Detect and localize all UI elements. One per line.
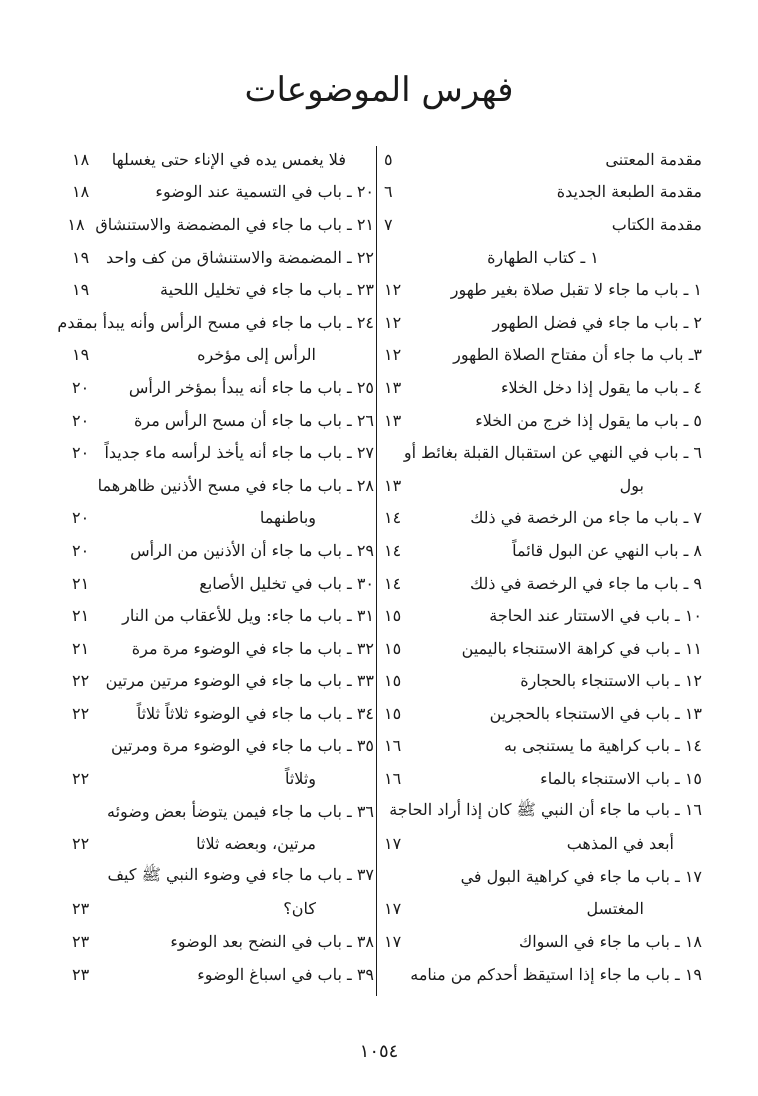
toc-entry xyxy=(72,665,374,698)
entry-title: ٣٢ ـ باب ما جاء في الوضوء مرة مرة xyxy=(131,638,374,658)
toc-entry xyxy=(67,208,374,241)
entry-title: ١٠ ـ باب في الاستتار عند الحاجة xyxy=(489,606,702,626)
toc-entry xyxy=(384,665,702,698)
entry-page: ١٣ xyxy=(384,410,402,430)
entry-title: ٣٤ ـ باب ما جاء في الوضوء ثلاثاً ثلاثاً xyxy=(136,703,374,723)
toc-entry-continuation xyxy=(384,469,702,502)
entry-title: ٣٠ ـ باب في تخليل الأصابع xyxy=(199,573,374,593)
entry-title: الرأس إلى مؤخره xyxy=(197,345,316,365)
entry-title: المغتسل xyxy=(586,899,644,919)
entry-title: أبعد في المذهب xyxy=(566,834,674,854)
toc-entry xyxy=(384,143,702,176)
entry-title: ٢٢ ـ المضمضة والاستنشاق من كف واحد xyxy=(106,247,374,267)
entry-title: ٣ـ باب ما جاء أن مفتاح الصلاة الطهور xyxy=(453,345,702,365)
entry-page: ٢٣ xyxy=(72,932,90,952)
entry-page: ٥ xyxy=(384,149,393,169)
toc-entry xyxy=(384,697,702,730)
toc-entry xyxy=(384,306,702,339)
entry-title: ٢٤ ـ باب ما جاء في مسح الرأس وأنه يبدأ بمقدم xyxy=(57,312,374,332)
entry-page: ١٣ xyxy=(384,475,402,495)
entry-page: ١٤ xyxy=(384,573,402,593)
toc-entry-continuation xyxy=(72,339,374,372)
toc-entry xyxy=(384,502,702,535)
entry-title: ٢٨ ـ باب ما جاء في مسح الأذنين ظاهرهما xyxy=(97,475,374,495)
toc-entry xyxy=(72,404,374,437)
entry-title: ٧ ـ باب ما جاء من الرخصة في ذلك xyxy=(470,508,702,528)
entry-page: ١٣ xyxy=(384,377,402,397)
entry-page: ٢١ xyxy=(72,573,90,593)
entry-page: ٢٠ xyxy=(72,443,90,463)
toc-entry xyxy=(384,339,702,372)
page-title: فهرس الموضوعات xyxy=(244,70,514,110)
entry-page: ١٥ xyxy=(384,703,402,723)
entry-title: ٢٥ ـ باب ما جاء أنه يبدأ بمؤخر الرأس xyxy=(128,377,374,397)
toc-entry xyxy=(72,599,374,632)
toc-entry xyxy=(384,860,702,893)
toc-entry xyxy=(72,958,374,991)
entry-page: ١٢ xyxy=(384,312,402,332)
entry-title: ٣١ ـ باب ما جاء: ويل للأعقاب من النار xyxy=(122,606,374,626)
toc-entry xyxy=(72,730,374,763)
toc-section-heading xyxy=(384,241,702,274)
toc-entry xyxy=(384,632,702,665)
toc-entry xyxy=(384,436,702,469)
entry-page: ٢٢ xyxy=(72,671,90,691)
toc-entry xyxy=(384,371,702,404)
entry-page: ١٧ xyxy=(384,899,402,919)
entry-page: ١٨ xyxy=(72,149,90,169)
toc-entry xyxy=(72,176,374,209)
entry-title: ٨ ـ باب النهي عن البول قائماً xyxy=(512,540,702,560)
entry-page: ١٩ xyxy=(72,280,90,300)
entry-page: ٢٠ xyxy=(72,410,90,430)
entry-title: ٣٩ ـ باب في اسباغ الوضوء xyxy=(197,964,374,984)
entry-title: ٦ ـ باب في النهي عن استقبال القبلة بغائط أو xyxy=(403,443,702,463)
entry-title: ١٦ ـ باب ما جاء أن النبي ﷺ كان إذا أراد الحاجة xyxy=(389,799,702,819)
section-title: ١ ـ كتاب الطهارة xyxy=(487,247,599,267)
entry-title: بول xyxy=(619,475,644,495)
entry-page: ١٥ xyxy=(384,606,402,626)
toc-entry xyxy=(57,306,374,339)
entry-title: ٤ ـ باب ما يقول إذا دخل الخلاء xyxy=(500,377,702,397)
entry-title: ٣٣ ـ باب ما جاء في الوضوء مرتين مرتين xyxy=(105,671,374,691)
toc-entry xyxy=(72,273,374,306)
entry-title: وثلاثاً xyxy=(284,769,316,789)
entry-page: ١٧ xyxy=(384,932,402,952)
entry-page: ١٥ xyxy=(384,638,402,658)
toc-right-column xyxy=(384,143,702,990)
entry-title: ٣٧ ـ باب ما جاء في وضوء النبي ﷺ كيف xyxy=(107,864,374,884)
entry-title: ١٨ ـ باب ما جاء في السواك xyxy=(519,932,702,952)
entry-title: وباطنهما xyxy=(259,508,316,528)
entry-title: ١٩ ـ باب ما جاء إذا استيقظ أحدكم من منامه xyxy=(410,964,702,984)
toc-entry xyxy=(384,567,702,600)
toc-entry xyxy=(384,730,702,763)
toc-entry xyxy=(384,534,702,567)
entry-title: ٣٦ ـ باب ما جاء فيمن يتوضأ بعض وضوئه xyxy=(107,801,374,821)
entry-page: ٢٢ xyxy=(72,834,90,854)
entry-page: ١٢ xyxy=(384,345,402,365)
toc-entry xyxy=(72,241,374,274)
entry-page: ٢٢ xyxy=(72,769,90,789)
entry-title: ١١ ـ باب في كراهة الاستنجاء باليمين xyxy=(461,638,702,658)
toc-entry xyxy=(72,534,374,567)
entry-title: مرتين، وبعضه ثلاثا xyxy=(196,834,316,854)
toc-entry-continuation xyxy=(384,827,702,860)
toc-entry xyxy=(72,795,374,828)
entry-page: ٢٠ xyxy=(72,540,90,560)
entry-title: ١٥ ـ باب الاستنجاء بالماء xyxy=(540,769,702,789)
entry-title: كان؟ xyxy=(283,899,316,919)
entry-page: ١٧ xyxy=(384,834,402,854)
entry-page: ١٤ xyxy=(384,508,402,528)
entry-page: ١٦ xyxy=(384,736,402,756)
toc-entry xyxy=(72,567,374,600)
entry-title: مقدمة الكتاب xyxy=(611,214,702,234)
entry-title: ٢٩ ـ باب ما جاء أن الأذنين من الرأس xyxy=(130,540,374,560)
entry-page: ٢١ xyxy=(72,606,90,626)
entry-title: ١٢ ـ باب الاستنجاء بالحجارة xyxy=(520,671,702,691)
entry-title: ١ ـ باب ما جاء لا تقبل صلاة بغير طهور xyxy=(450,280,702,300)
toc-entry-continuation xyxy=(72,827,374,860)
entry-page: ٢١ xyxy=(72,638,90,658)
toc-entry xyxy=(384,925,702,958)
entry-page: ١٦ xyxy=(384,769,402,789)
entry-title: ٣٨ ـ باب في النضح بعد الوضوء xyxy=(170,932,374,952)
toc-entry xyxy=(384,273,702,306)
entry-page: ١٨ xyxy=(67,214,85,234)
entry-title: ٢١ ـ باب ما جاء في المضمضة والاستنشاق xyxy=(95,214,374,234)
column-divider xyxy=(376,146,377,996)
toc-entry xyxy=(72,436,374,469)
toc-entry-continuation xyxy=(72,762,374,795)
entry-title: ٣٥ ـ باب ما جاء في الوضوء مرة ومرتين xyxy=(111,736,374,756)
entry-title: فلا يغمس يده في الإناء حتى يغسلها xyxy=(111,149,346,169)
toc-entry xyxy=(384,404,702,437)
entry-title: ٢٦ ـ باب ما جاء أن مسح الرأس مرة xyxy=(134,410,374,430)
toc-entry xyxy=(384,208,702,241)
toc-entry-continuation xyxy=(72,502,374,535)
entry-page: ٢٠ xyxy=(72,508,90,528)
toc-entry xyxy=(384,762,702,795)
entry-title: ٩ ـ باب ما جاء في الرخصة في ذلك xyxy=(469,573,702,593)
entry-page: ٢٣ xyxy=(72,964,90,984)
toc-entry xyxy=(72,371,374,404)
toc-entry-continuation xyxy=(72,893,374,926)
toc-entry xyxy=(72,697,374,730)
entry-page: ١٤ xyxy=(384,540,402,560)
entry-title: ٥ ـ باب ما يقول إذا خرج من الخلاء xyxy=(475,410,702,430)
entry-title: ١٧ ـ باب ما جاء في كراهية البول في xyxy=(460,866,702,886)
toc-entry xyxy=(384,958,702,991)
toc-entry xyxy=(72,469,374,502)
toc-entry-continuation xyxy=(384,893,702,926)
entry-page: ١٨ xyxy=(72,182,90,202)
entry-title: ٢٧ ـ باب ما جاء أنه يأخذ لرأسه ماء جديداً xyxy=(104,443,374,463)
entry-title: ١٤ ـ باب كراهية ما يستنجى به xyxy=(503,736,702,756)
entry-page: ٢٢ xyxy=(72,703,90,723)
entry-title: ٢ ـ باب ما جاء في فضل الطهور xyxy=(492,312,702,332)
entry-title: مقدمة المعتنى xyxy=(605,149,702,169)
entry-page: ١٢ xyxy=(384,280,402,300)
page-number: ١٠٥٤ xyxy=(359,1041,399,1062)
entry-title: ١٣ ـ باب في الاستنجاء بالحجرين xyxy=(489,703,702,723)
toc-entry xyxy=(384,795,702,828)
entry-page: ١٩ xyxy=(72,247,90,267)
entry-page: ١٥ xyxy=(384,671,402,691)
entry-page: ٦ xyxy=(384,182,393,202)
entry-title: مقدمة الطبعة الجديدة xyxy=(556,182,702,202)
entry-page: ١٩ xyxy=(72,345,90,365)
toc-entry xyxy=(384,599,702,632)
toc-left-column xyxy=(57,143,374,990)
entry-page: ٢٠ xyxy=(72,377,90,397)
entry-title: ٢٠ ـ باب في التسمية عند الوضوء xyxy=(155,182,374,202)
entry-title: ٢٣ ـ باب ما جاء في تخليل اللحية xyxy=(160,280,374,300)
entry-page: ٧ xyxy=(384,214,393,234)
toc-entry xyxy=(384,176,702,209)
entry-page: ٢٣ xyxy=(72,899,90,919)
toc-entry xyxy=(72,632,374,665)
toc-entry-continuation xyxy=(72,143,374,176)
toc-entry xyxy=(72,860,374,893)
toc-entry xyxy=(72,925,374,958)
